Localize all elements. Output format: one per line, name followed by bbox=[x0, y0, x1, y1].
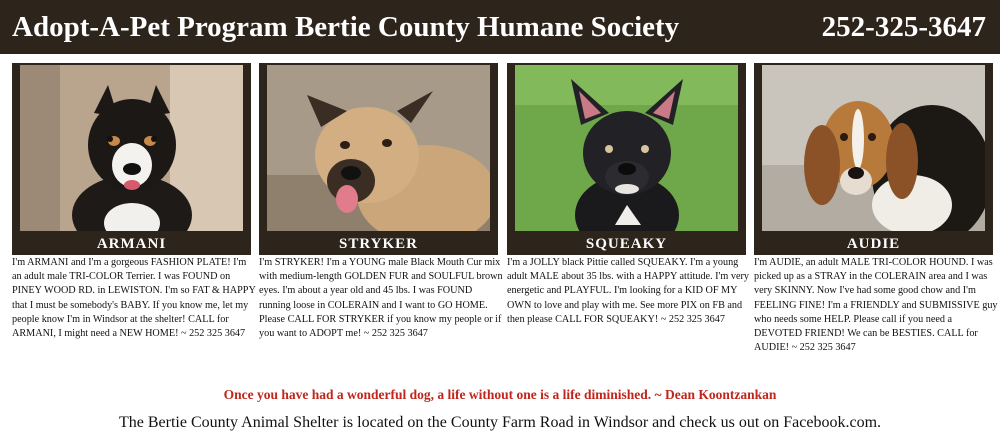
pet-description: I'm AUDIE, an adult MALE TRI-COLOR HOUND. I was picked up as a STRAY in the COLERAIN area and I was very SKINNY. Now I've had some good chow and I'm FEELING FINE! I'm a FRIENDLY and SUBMISSIVE guy who needs some HELP. Please call if you need a DEVOTED FRIEND! We can be BESTIES. CALL for AUDIE! ~ 252 325 3647 bbox=[754, 257, 998, 354]
phone-number: 252-325-3647 bbox=[821, 11, 986, 43]
pet-name: SQUEAKY bbox=[585, 236, 668, 252]
pet-card-stryker bbox=[259, 63, 498, 255]
pet-photo-armani bbox=[20, 65, 243, 231]
pet-photo-squeaky bbox=[515, 65, 738, 231]
pet-description: I'm a JOLLY black Pittie called SQUEAKY. I'm a young adult MALE about 35 lbs. with a HAPPY attitude. I'm very energetic and PLAYFUL. I'm looking for a KID OF MY OWN to love and play with me. See more PIX on FB and then please CALL FOR SQUEAKY! ~ 252 325 3647 bbox=[507, 257, 749, 325]
pet-description: I'm STRYKER! I'm a YOUNG male Black Mouth Cur mix with medium-length GOLDEN FUR and SOULFUL brown eyes. I'm about a year old and 45 lbs. I was FOUND running loose in COLERAIN and I want to GO HOME. Please CALL FOR STRYKER if you know my people or if you want to ADOPT me! ~ 252 325 3647 bbox=[259, 257, 503, 340]
pet-photo-audie bbox=[762, 65, 985, 231]
pet-name: ARMANI bbox=[96, 236, 167, 252]
pet-name: AUDIE bbox=[846, 236, 901, 252]
pet-description: I'm ARMANI and I'm a gorgeous FASHION PLATE! I'm an adult male TRI-COLOR Terrier. I was FOUND on PINEY WOOD RD. in LEWISTON. I'm so FAT & HAPPY that I must be somebody's BABY. If you know me, let my people know I'm in Windsor at the shelter! CALL for ARMANI, I might need a NEW HOME! ~ 252 325 3647 bbox=[12, 257, 256, 340]
pet-name: STRYKER bbox=[339, 236, 418, 252]
program-title: Adopt-A-Pet Program Bertie County Humane Society bbox=[12, 11, 680, 43]
footer-line: The Bertie County Animal Shelter is located on the County Farm Road in Windsor and check us out on Facebook.com. bbox=[118, 414, 882, 431]
pet-card-audie bbox=[754, 63, 993, 255]
header-banner bbox=[0, 0, 1000, 54]
pet-card-squeaky bbox=[507, 63, 746, 255]
pet-photo-stryker bbox=[267, 65, 490, 231]
quote-line: Once you have had a wonderful dog, a life without one is a life diminished. ~ Dean Koontzankan bbox=[223, 387, 777, 402]
pet-card-armani bbox=[12, 63, 251, 255]
